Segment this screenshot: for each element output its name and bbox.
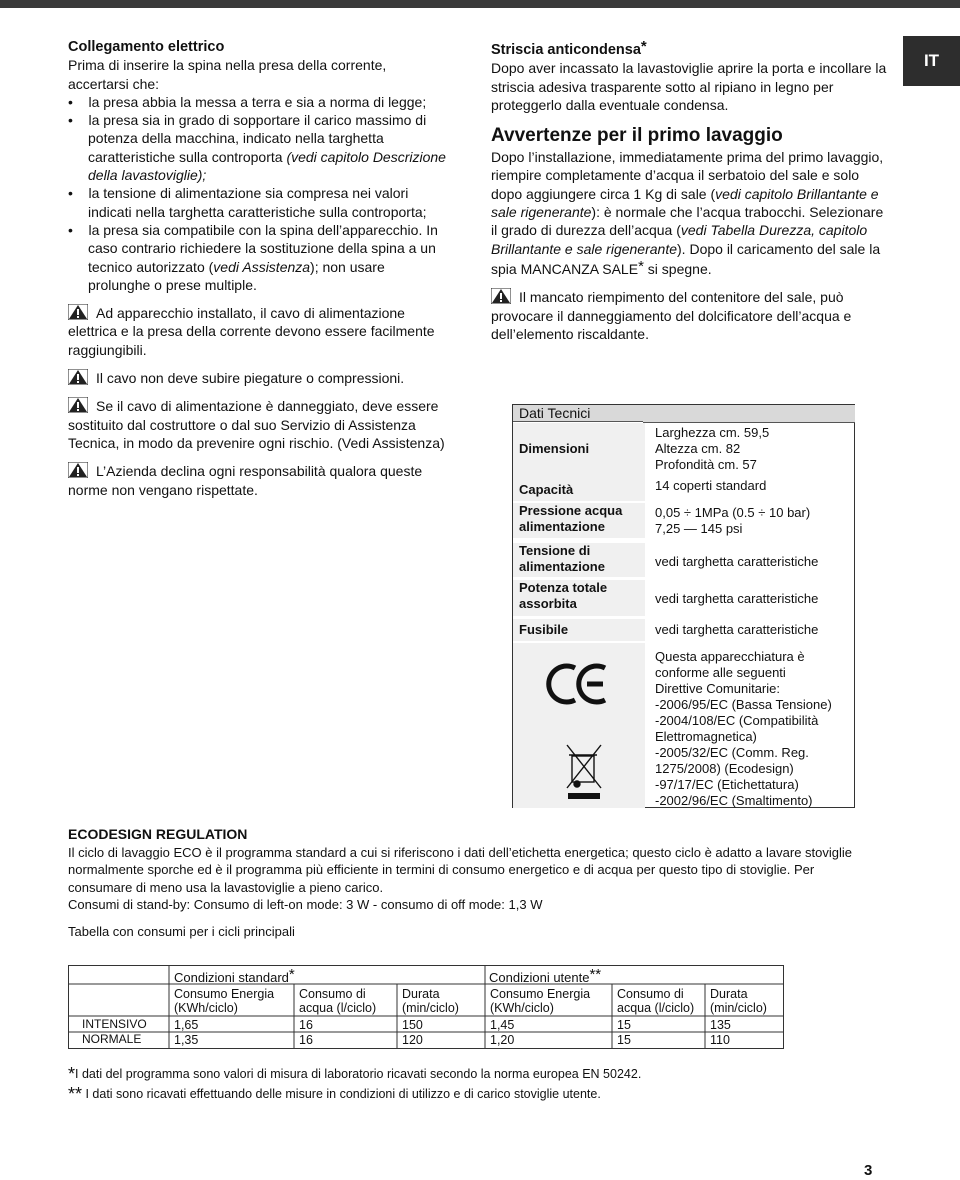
ecodesign-section <box>68 826 868 941</box>
marks-area <box>513 643 645 808</box>
warning-icon <box>68 304 88 320</box>
standby-text: Consumi di stand-by: Consumo di left-on mode: 3 W - consumo di off mode: 1,3 W <box>68 897 543 913</box>
tech-title-strip <box>643 405 855 423</box>
bullet-4: • la presa sia compatibile con la spina dell’apparecchio. In caso contrario richiedere la sostituzione della spina a un tecnico autorizzato (vedi Assistenza); non usare prolunghe o prese multiple. <box>68 221 438 293</box>
bullet-3: • la tensione di alimentazione sia compresa nei valori indicati nella targhetta caratteristiche sulla controporta; <box>68 185 427 220</box>
left-column <box>68 38 446 499</box>
col-water-ut: Consumo di acqua (l/ciclo) <box>617 987 695 1015</box>
header-utente: Condizioni utente** <box>489 966 602 985</box>
cell: 120 <box>402 1033 423 1047</box>
directive-line: -2005/32/EC (Comm. Reg. <box>655 745 809 760</box>
dimensioni-altezza: Altezza cm. 82 <box>655 441 741 456</box>
ce-and-weee-marks <box>513 643 645 808</box>
cell: 1,20 <box>490 1033 515 1047</box>
tensione-label: Tensione di alimentazione <box>513 543 645 577</box>
warning-icon <box>68 462 88 478</box>
directive-line: -2004/108/EC (Compatibilità <box>655 713 819 728</box>
directive-line: 1275/2008) (Ecodesign) <box>655 761 794 776</box>
directives-list <box>655 649 851 809</box>
potenza-label: Potenza totale assorbita <box>513 580 645 616</box>
table-caption: Tabella con consumi per i cicli principali <box>68 923 295 939</box>
dimensioni-label: Dimensioni <box>513 423 645 480</box>
directive-line: -2002/96/EC (Smaltimento) <box>655 793 813 808</box>
row-intensivo-name: INTENSIVO <box>82 1017 147 1031</box>
avvertenze-text: Dopo l’installazione, immediatamente prima del primo lavaggio, riempire completamente d’acqua il serbatoio del sale e solo dopo aggiungere circa 1 Kg di sale (vedi capitolo Brillantante e sale rigenerante): è normale che l’acqua trabocchi. Selezionare il grado di durezza dell’acqua (vedi Tabella Durezza, capitolo Brillantante e sale rigenerante). Dopo il caricamento del sale la spia MANCANZA SALE* si spegne. <box>491 149 884 277</box>
dimensioni-profondita: Profondità cm. 57 <box>655 457 757 472</box>
col-energy-ut: Consumo Energia (KWh/ciclo) <box>490 987 591 1015</box>
section-title-striscia: Striscia anticondensa* <box>491 38 647 58</box>
directive-line: -97/17/EC (Etichettatura) <box>655 777 799 792</box>
weee-bar <box>568 793 600 799</box>
col-water-std: Consumo di acqua (l/ciclo) <box>299 987 377 1015</box>
footnote-1: *I dati del programma sono valori di misura di laboratorio ricavati secondo la norma europea EN 50242. <box>68 1064 642 1084</box>
top-bar <box>0 0 960 8</box>
dimensioni-larghezza: Larghezza cm. 59,5 <box>655 425 770 440</box>
directive-line: Direttive Comunitarie: <box>655 681 780 696</box>
cell: 1,35 <box>174 1033 199 1047</box>
ce-mark-icon <box>549 666 605 702</box>
section-title-collegamento: Collegamento elettrico <box>68 39 225 55</box>
cell: 1,65 <box>174 1018 199 1032</box>
cell: 110 <box>710 1033 730 1047</box>
ecodesign-title: ECODESIGN REGULATION <box>68 826 248 842</box>
pressione-value-2: 7,25 — 145 psi <box>655 521 743 536</box>
tensione-value: vedi targhetta caratteristiche <box>655 554 819 569</box>
striscia-text: Dopo aver incassato la lavastoviglie aprire la porta e incollare la striscia adesiva trasparente sotto al ripiano in legno per proteggerlo dalla eventuale condensa. <box>491 60 887 113</box>
warning-3: Se il cavo di alimentazione è danneggiato, deve essere sostituito dal costruttore o dal suo Servizio di Assistenza Tecnica, in modo da prevenire ogni rischio. (Vedi Assistenza) <box>68 398 445 451</box>
cell: 150 <box>402 1018 423 1032</box>
weee-bin-icon <box>567 745 601 788</box>
warning-icon <box>68 397 88 413</box>
directive-line: -2006/95/EC (Bassa Tensione) <box>655 697 832 712</box>
bullet-1: • la presa abbia la messa a terra e sia a norma di legge; <box>68 93 427 110</box>
cell: 15 <box>617 1018 631 1032</box>
warning-2: Il cavo non deve subire piegature o compressioni. <box>68 369 446 387</box>
col-duration-ut: Durata (min/ciclo) <box>710 987 767 1015</box>
warning-icon <box>491 288 511 304</box>
directive-line: Questa apparecchiatura è <box>655 649 805 664</box>
fusibile-label: Fusibile <box>513 619 645 641</box>
directive-line: conforme alle seguenti <box>655 665 786 680</box>
cell: 1,45 <box>490 1018 515 1032</box>
cell: 16 <box>299 1018 313 1032</box>
directive-line: Elettromagnetica) <box>655 729 757 744</box>
fusibile-value: vedi targhetta caratteristiche <box>655 622 819 637</box>
cell: 15 <box>617 1033 631 1047</box>
pressione-label: Pressione acqua alimentazione <box>513 503 645 538</box>
col-duration-std: Durata (min/ciclo) <box>402 987 459 1015</box>
warning-icon <box>68 369 88 385</box>
header-standard: Condizioni standard* <box>174 966 295 985</box>
language-tab: IT <box>903 36 960 86</box>
technical-data-table <box>512 404 855 808</box>
footnote-2: ** I dati sono ricavati effettuando delle misure in condizioni di utilizzo e di carico stoviglie utente. <box>68 1084 601 1104</box>
right-column <box>491 38 889 343</box>
page-number: 3 <box>864 1162 873 1179</box>
ecodesign-text: Il ciclo di lavaggio ECO è il programma standard a cui si riferiscono i dati dell’etichetta energetica; questo ciclo è adatto a lavare stoviglie normalmente sporche ed è il programma più efficiente in termini di consumo energetico e di acqua per questo tipo di stoviglie. Per consumare di meno usa la lavastoviglie a pieno carico. <box>68 844 853 895</box>
row-normale-name: NORMALE <box>82 1032 142 1046</box>
cell: 135 <box>710 1018 731 1032</box>
tech-title: Dati Tecnici <box>513 405 643 422</box>
warning-salt: Il mancato riempimento del contenitore del sale, può provocare il danneggiamento del dolcificatore dell’acqua e dell’elemento riscaldante. <box>491 289 852 342</box>
potenza-value: vedi targhetta caratteristiche <box>655 591 819 606</box>
col-energy-std: Consumo Energia (KWh/ciclo) <box>174 987 275 1015</box>
warning-1: Ad apparecchio installato, il cavo di alimentazione elettrica e la presa della corrente devono essere facilmente raggiungibili. <box>68 305 435 358</box>
section-title-avvertenze: Avvertenze per il primo lavaggio <box>491 125 783 147</box>
bullet-2: • la presa sia in grado di sopportare il carico massimo di potenza della macchina, indicato nella targhetta caratteristiche sulla controporta (vedi capitolo Descrizione della lavastoviglie); <box>68 112 446 184</box>
warning-4: L’Azienda declina ogni responsabilità qualora queste norme non vengano rispettate. <box>68 463 423 498</box>
consumption-table <box>68 965 784 1049</box>
intro-text: Prima di inserire la spina nella presa della corrente, accertarsi che: <box>68 57 387 92</box>
cell: 16 <box>299 1033 313 1047</box>
capacita-value: 14 coperti standard <box>655 478 767 493</box>
pressione-value-1: 0,05 ÷ 1MPa (0.5 ÷ 10 bar) <box>655 505 811 520</box>
capacita-label: Capacità <box>513 480 645 501</box>
